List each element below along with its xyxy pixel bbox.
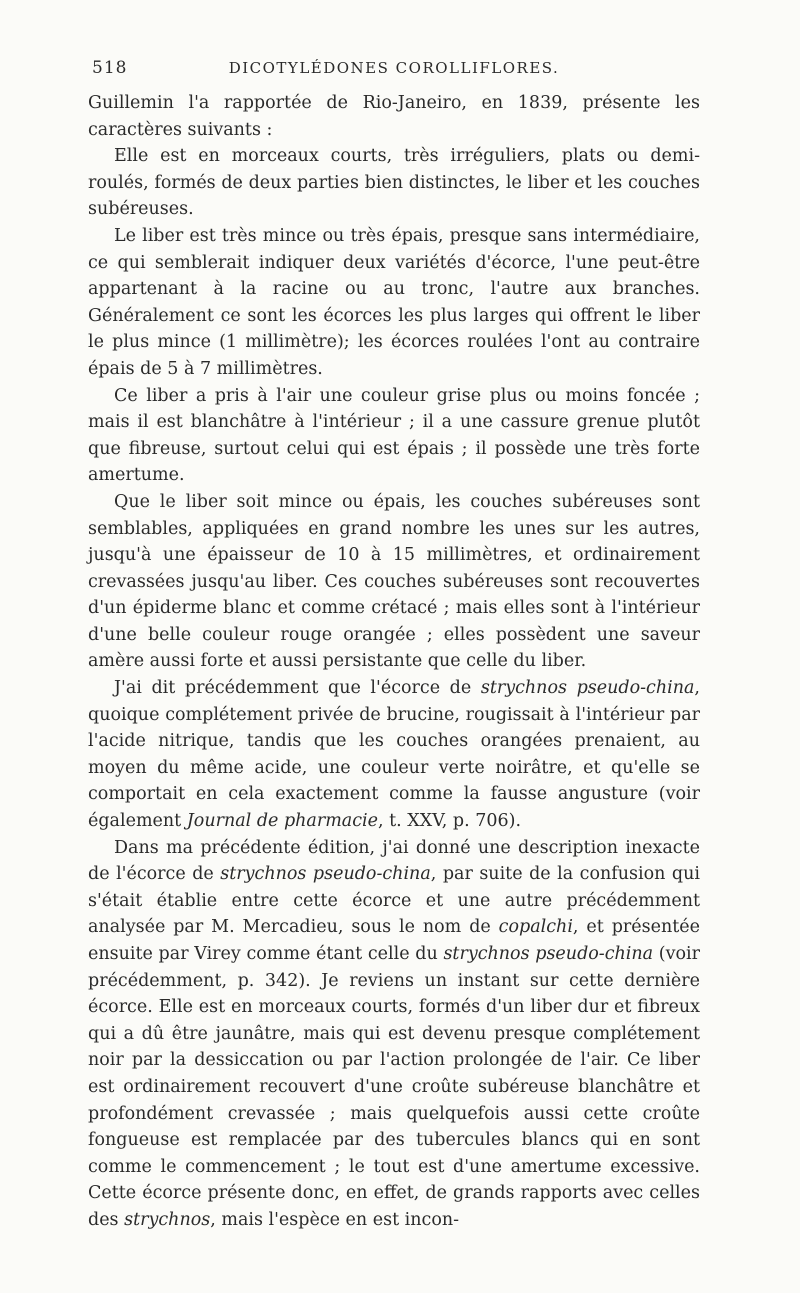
italic-term: strychnos pseudo-china xyxy=(220,864,431,885)
italic-term: copalchi xyxy=(498,917,573,938)
paragraph xyxy=(88,90,700,143)
text-run: J'ai dit précédemment que l'écorce de xyxy=(114,678,481,699)
paragraph xyxy=(88,223,700,383)
book-page xyxy=(88,58,700,1234)
running-head xyxy=(88,58,700,90)
paragraph xyxy=(88,383,700,489)
text-run: Que le liber soit mince ou épais, les couches subéreuses sont semblables, appliquées en grand nombre les unes sur les autres, jusqu'à une épaisseur de 10 à 15 millimètres, et ordinairement crevassées jusqu'au liber. Ces couches subéreuses sont recouvertes d'un épiderme blanc et comme crétacé ; mais elles sont à l'intérieur d'une belle couleur rouge orangée ; elles possèdent une saveur amère aussi forte et aussi persistante que celle du liber. xyxy=(88,491,700,672)
italic-term: strychnos pseudo-china xyxy=(443,944,654,964)
italic-term: strychnos pseudo-china xyxy=(480,678,695,699)
text-run: , quoique complétement privée de brucine, rougissait à l'intérieur par l'acide nitrique, tandis que les couches orangées prenaient, au moyen du même acide, une couleur verte noirâtre, et qu'elle se comportait en cela exactement comme la fausse angusture (voir également xyxy=(88,678,700,832)
paragraph xyxy=(88,675,700,835)
running-title: DICOTYLÉDONES COROLLIFLORES. xyxy=(228,59,560,77)
paragraph xyxy=(88,143,700,223)
text-run: , t. XXV, p. 706). xyxy=(378,811,522,832)
text-run: (voir précédemment, p. 342). Je reviens un instant sur cette dernière écorce. Elle est en morceaux courts, formés d'un liber dur et fibreux qui a dû être jaunâtre, mais qui est devenu presque complétement noir par la dessiccation ou par l'action prolongée de l'air. Ce liber est ordinairement recouvert d'une croûte subéreuse blanchâtre et profondément crevassée ; mais quelquefois aussi cette croûte fongueuse est remplacée par des tubercules blancs qui en sont comme le commencement ; le tout est d'une amertume excessive. Cette écorce présente donc, en effet, de grands rapports avec celles des xyxy=(88,944,700,1230)
italic-term: strychnos xyxy=(124,1209,211,1230)
paragraph xyxy=(88,835,700,1234)
text-run: Le liber est très mince ou très épais, presque sans intermédiaire, ce qui semblerait indiquer deux variétés d'écorce, l'une peut-être appartenant à la racine ou au tronc, l'autre aux branches. Généralement ce sont les écorces les plus larges qui offrent le liber le plus mince (1 millimètre); les écorces roulées l'ont au contraire épais de 5 à 7 millimètres. xyxy=(88,225,700,379)
paragraph xyxy=(88,489,700,675)
body-text xyxy=(88,90,700,1234)
text-run: Ce liber a pris à l'air une couleur grise plus ou moins foncée ; mais il est blanchâtre à l'intérieur ; il a une cassure grenue plutôt que fibreuse, surtout celui qui est épais ; il possède une très forte amertume. xyxy=(88,385,700,486)
italic-term: Journal de pharmacie xyxy=(186,811,378,832)
text-run: Dans ma précédente édition, j'ai donné une description inexacte de l'écorce de xyxy=(88,837,700,885)
text-run: Guillemin l'a rapportée de Rio-Janeiro, en 1839, présente les caractères suivants : xyxy=(88,93,700,140)
text-run: , par suite de la confusion qui s'était établie entre cette écorce et une autre précédemment analysée par M. Mercadieu, sous le nom de xyxy=(88,864,700,938)
text-run: , et présentée ensuite par Virey comme étant celle du xyxy=(88,917,700,964)
page-number: 518 xyxy=(92,58,128,78)
text-run: , mais l'espèce en est incon- xyxy=(210,1209,460,1230)
text-run: Elle est en morceaux courts, très irréguliers, plats ou demi-roulés, formés de deux parties bien distinctes, le liber et les couches subéreuses. xyxy=(88,146,700,220)
